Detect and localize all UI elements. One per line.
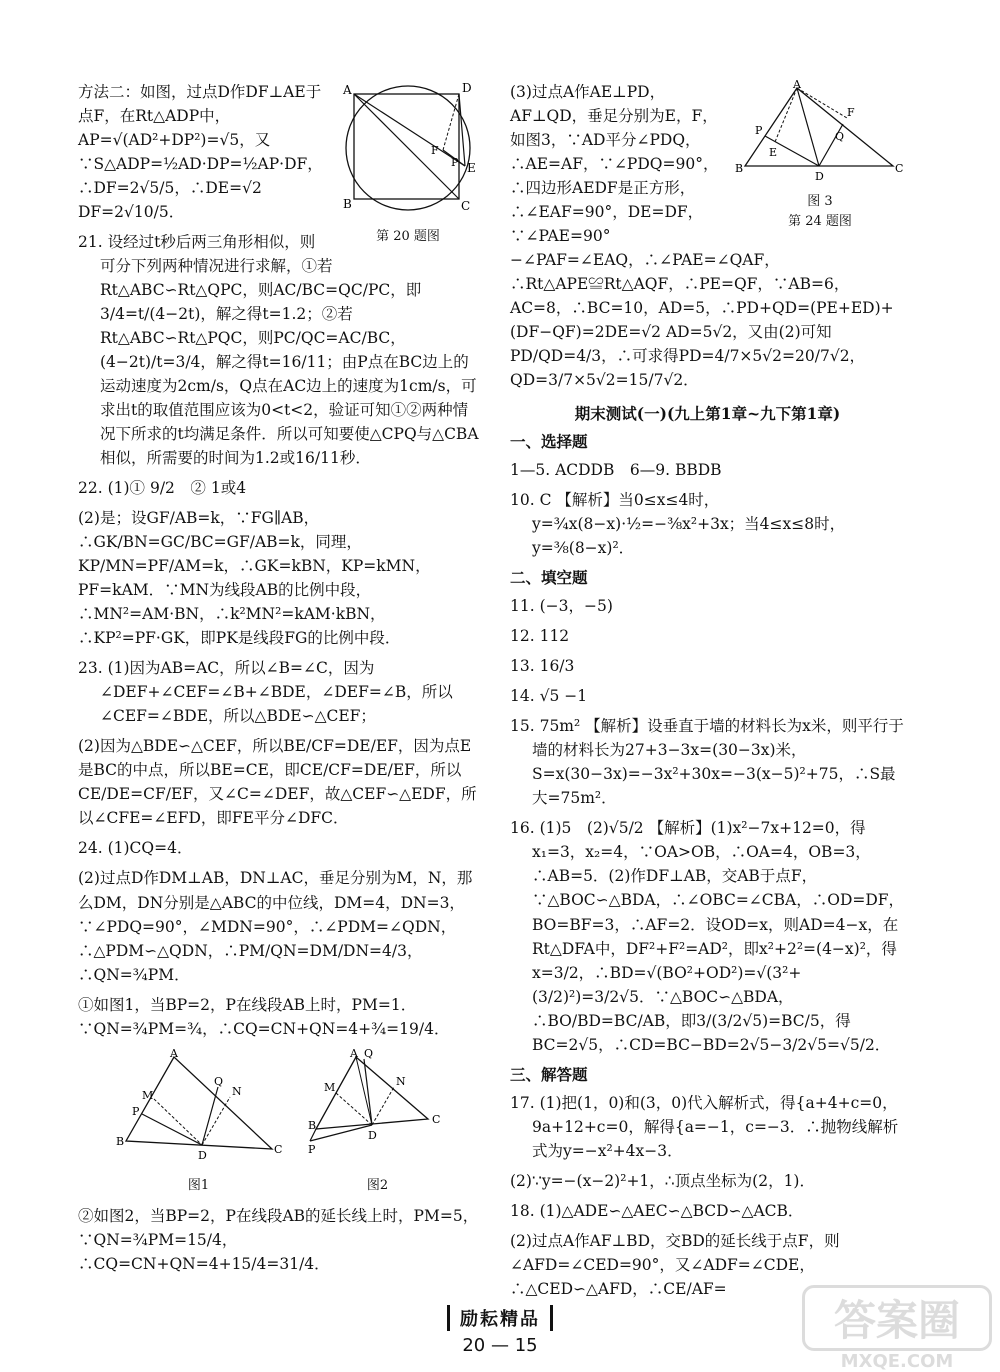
q18-part2: (2)过点A作AF⊥BD，交BD的延长线于点F，则∠AFD=∠CED=90°，又∠ADF=∠CDE，∴△CED∽△AFD，∴CE/AF=: [510, 1231, 840, 1298]
g1-label-Q: Q: [213, 1074, 223, 1088]
q20-method2: 方法二：如图，过点D作DF⊥AE于点F，在Rt△ADP中，AP=√(AD²+DP²)=√5，又∵S△ADP=½AD·DP=½AP·DF，∴DF=2√5/5，∴DE=√2 DF=2√10/5．: [78, 83, 323, 222]
figure-1-drawing: [114, 1049, 284, 1169]
test-title: 期末测试(一)(九上第1章~九下第1章): [574, 404, 841, 424]
q24-case2: ②如图2，当BP=2，P在线段AB的延长线上时，PM=5，∵QN=¾PM=15/4，∴CQ=CN+QN=4+15/4=31/4．: [78, 1206, 479, 1273]
label-P: P: [451, 156, 459, 169]
g2-label-N: N: [395, 1074, 406, 1088]
figure-2: [308, 1049, 448, 1196]
g1-label-A: A: [169, 1048, 178, 1060]
label-A: A: [343, 83, 352, 97]
q11-answer: 11. (−3，−5): [510, 597, 613, 616]
q13-answer: 13. 16/3: [510, 657, 575, 676]
q24-part1: 24. (1)CQ=4．: [78, 839, 193, 858]
f24-label-E: E: [769, 146, 778, 159]
watermark-big: 答案圈: [802, 1285, 992, 1351]
f24-label-C: C: [895, 162, 904, 175]
watermark-logo: [802, 1285, 992, 1372]
f24-label-B: B: [735, 162, 744, 175]
page-number: 20 — 15: [462, 1335, 538, 1356]
q1-9-answers: 1—5. ACDDB 6—9. BBDB: [510, 461, 722, 480]
q16-answer: 16. (1)5 (2)√5/2 【解析】(1)x²−7x+12=0，得x₁=3，x₂=4，∵OA>OB，∴OA=4，OB=3，∴AB=5．(2)作DF⊥AB，交AB于点F，∵△BOC∽△BDA，∴∠OBC=∠CBA，∴OD=DF，BO=BF=3，∴AF=2．设OD=x，则AD=4−x，在Rt△DFA中，DF²+F²=AD²，即x²+2²=(4−x)²，得x=3/2，∴BD=√(BO²+OD²)=√(3²+(3/2)²)=3/2√5．∵△BOC∽△BDA，∴BO/BD=BC/AB，即3/(3/2√5)=BC/5，得BC=2√5，∴CD=BC−BD=2√5−3/2√5=√5/2．: [510, 819, 905, 1054]
g1-label-C: C: [273, 1142, 282, 1156]
label-D: D: [462, 81, 472, 95]
g2-label-M: M: [323, 1080, 335, 1094]
q22-part1: 22. (1)① 9/2 ② 1或4: [78, 479, 247, 498]
q14-answer: 14. √5 −1: [510, 687, 588, 706]
figure-20-drawing: [333, 80, 483, 220]
q24-part2: (2)过点D作DM⊥AB，DN⊥AC，垂足分别为M，N，那么DM，DN分别是△ABC的中位线，DM=4，DN=3，∵∠PDQ=90°，∠MDN=90°，∴∠PDM=∠QDN，∴△PDM∽△QDN，∴PM/QN=DM/DN=4/3，∴QN=¾PM．: [78, 869, 473, 984]
fig3-caption: 图 3: [807, 194, 833, 210]
watermark-small: MXQE.COM: [840, 1351, 954, 1372]
section-fill: 二、填空题: [510, 568, 588, 588]
fig24-caption: 第 24 题图: [788, 214, 852, 230]
g2-label-Q: Q: [363, 1048, 373, 1060]
q15-answer: 15. 75m² 【解析】设垂直于墙的材料长为x米，则平行于墙的材料长为27+3−3x=(30−3x)米，S=x(30−3x)=−3x²+30x=−3(x−5)²+75，∴S最大=75m²．: [510, 717, 904, 808]
label-E: E: [467, 161, 476, 175]
g1-label-D: D: [197, 1148, 207, 1162]
g1-label-M: M: [141, 1088, 153, 1102]
q17-part2: (2)∵y=−(x−2)²+1，∴顶点坐标为(2，1)．: [510, 1171, 815, 1190]
right-column: [510, 80, 905, 1307]
figure-20: [333, 80, 483, 247]
q21-text: 21. 设经过t秒后两三角形相似，则可分下列两种情况进行求解，①若Rt△ABC∽Rt△QPC，则AC/BC=QC/PC，即3/4=t/(4−2t)，解之得t=1.2；②若Rt△ABC∽Rt△PQC，则PC/QC=AC/BC，(4−2t)/t=3/4，解之得t=16/11；由P点在BC边上的运动速度为2cm/s，Q点在AC边上的速度为1cm/s，可求出t的取值范围应该为0<t<2，验证可知①②两种情况下所求的t均满足条件．所以可知要使△CPQ与△CBA相似，所需要的时间为1.2或16/11秒．: [78, 233, 479, 468]
label-B: B: [343, 197, 352, 211]
q24-case1: ①如图1，当BP=2，P在线段AB上时，PM=1．∵QN=¾PM=¾，∴CQ=CN+QN=4+¾=19/4．: [78, 995, 450, 1038]
q10-answer: 10. C 【解析】当0≤x≤4时，y=¾x(8−x)·½=−⅜x²+3x；当4≤x≤8时，y=⅜(8−x)²．: [510, 491, 846, 558]
figure-1: [114, 1049, 284, 1196]
g1-label-B: B: [115, 1134, 124, 1148]
figure-2-drawing: [308, 1049, 448, 1169]
q18-part1: 18. (1)△ADE∽△AEC∽△BCD∽△ACB．: [510, 1201, 804, 1220]
g2-label-A: A: [349, 1048, 358, 1060]
g1-label-P: P: [131, 1104, 139, 1118]
f24-label-D: D: [815, 170, 824, 183]
q23-part2: (2)因为△BDE∽△CEF，所以BE/CF=DE/EF，因为点E是BC的中点，所以BE=CE，即CE/CF=DE/EF，所以CE/DE=CF/EF，又∠C=∠DEF，故△CEF∽△EDF，所以∠CFE=∠EFD，即FE平分∠DFC．: [78, 737, 477, 828]
q17-part1: 17. (1)把(1，0)和(3，0)代入解析式，得{a+4+c=0，9a+12+c=0，解得{a=−1，c=−3．∴抛物线解析式为y=−x²+4x−3．: [510, 1093, 899, 1160]
section-choice: 一、选择题: [510, 432, 588, 452]
brand-logo: 励耘精品: [447, 1305, 553, 1331]
f24-label-A: A: [793, 80, 801, 91]
q22-part2: (2)是；设GF/AB=k，∵FG∥AB，∴GK/BN=GC/BC=GF/AB=k，同理，KP/MN=PF/AM=k，∴GK=kBN，KP=kMN，PF=kAM．∵MN为线段AB的比例中段，∴MN²=AM·BN，∴k²MN²=kAM·kBN，∴KP²=PF·GK，即PK是线段FG的比例中段．: [78, 509, 431, 648]
f24-label-F: F: [847, 106, 855, 119]
f24-label-Q: Q: [835, 130, 845, 143]
q12-answer: 12. 112: [510, 627, 570, 646]
figure-24-drawing: [735, 80, 905, 185]
g2-label-D: D: [367, 1128, 377, 1142]
q24-part3: (3)过点A作AE⊥PD，AF⊥QD，垂足分别为E，F，如图3，∵AD平分∠PDQ，∴AE=AF，∵∠PDQ=90°，∴四边形AEDF是正方形，∴∠EAF=90°，DE=DF，∵∠PAE=90°−∠PAF=∠EAQ，∴∠PAE=∠QAF，∴Rt△APE≌Rt△AQF，∴PE=QF，∵AB=6，AC=8，∴BC=10，AD=5，∴PD+QD=(PE+ED)+(DF−QF)=2DE=√2 AD=5√2，又由(2)可知PD/QD=4/3，∴可求得PD=4/7×5√2=20/7√2，QD=3/7×5√2=15/7√2．: [510, 83, 894, 390]
g2-label-B: B: [307, 1118, 316, 1132]
figure-24: [735, 80, 905, 232]
q23-part1: 23. (1)因为AB=AC，所以∠B=∠C，因为∠DEF+∠CEF=∠B+∠BDE，∠DEF=∠B，所以∠CEF=∠BDE，所以△BDE∽△CEF；: [78, 659, 453, 726]
section-solve: 三、解答题: [510, 1064, 588, 1084]
f24-label-P: P: [755, 124, 763, 137]
label-F: F: [431, 144, 439, 157]
fig2-caption: 图2: [366, 1177, 389, 1193]
g2-label-C: C: [431, 1112, 440, 1126]
g2-label-P: P: [307, 1142, 315, 1156]
label-C: C: [461, 199, 471, 213]
figures-1-2: [78, 1049, 483, 1196]
fig1-caption: 图1: [187, 1177, 210, 1193]
g1-label-N: N: [231, 1084, 242, 1098]
left-column: [78, 80, 483, 1282]
fig20-caption: 第 20 题图: [376, 229, 440, 245]
